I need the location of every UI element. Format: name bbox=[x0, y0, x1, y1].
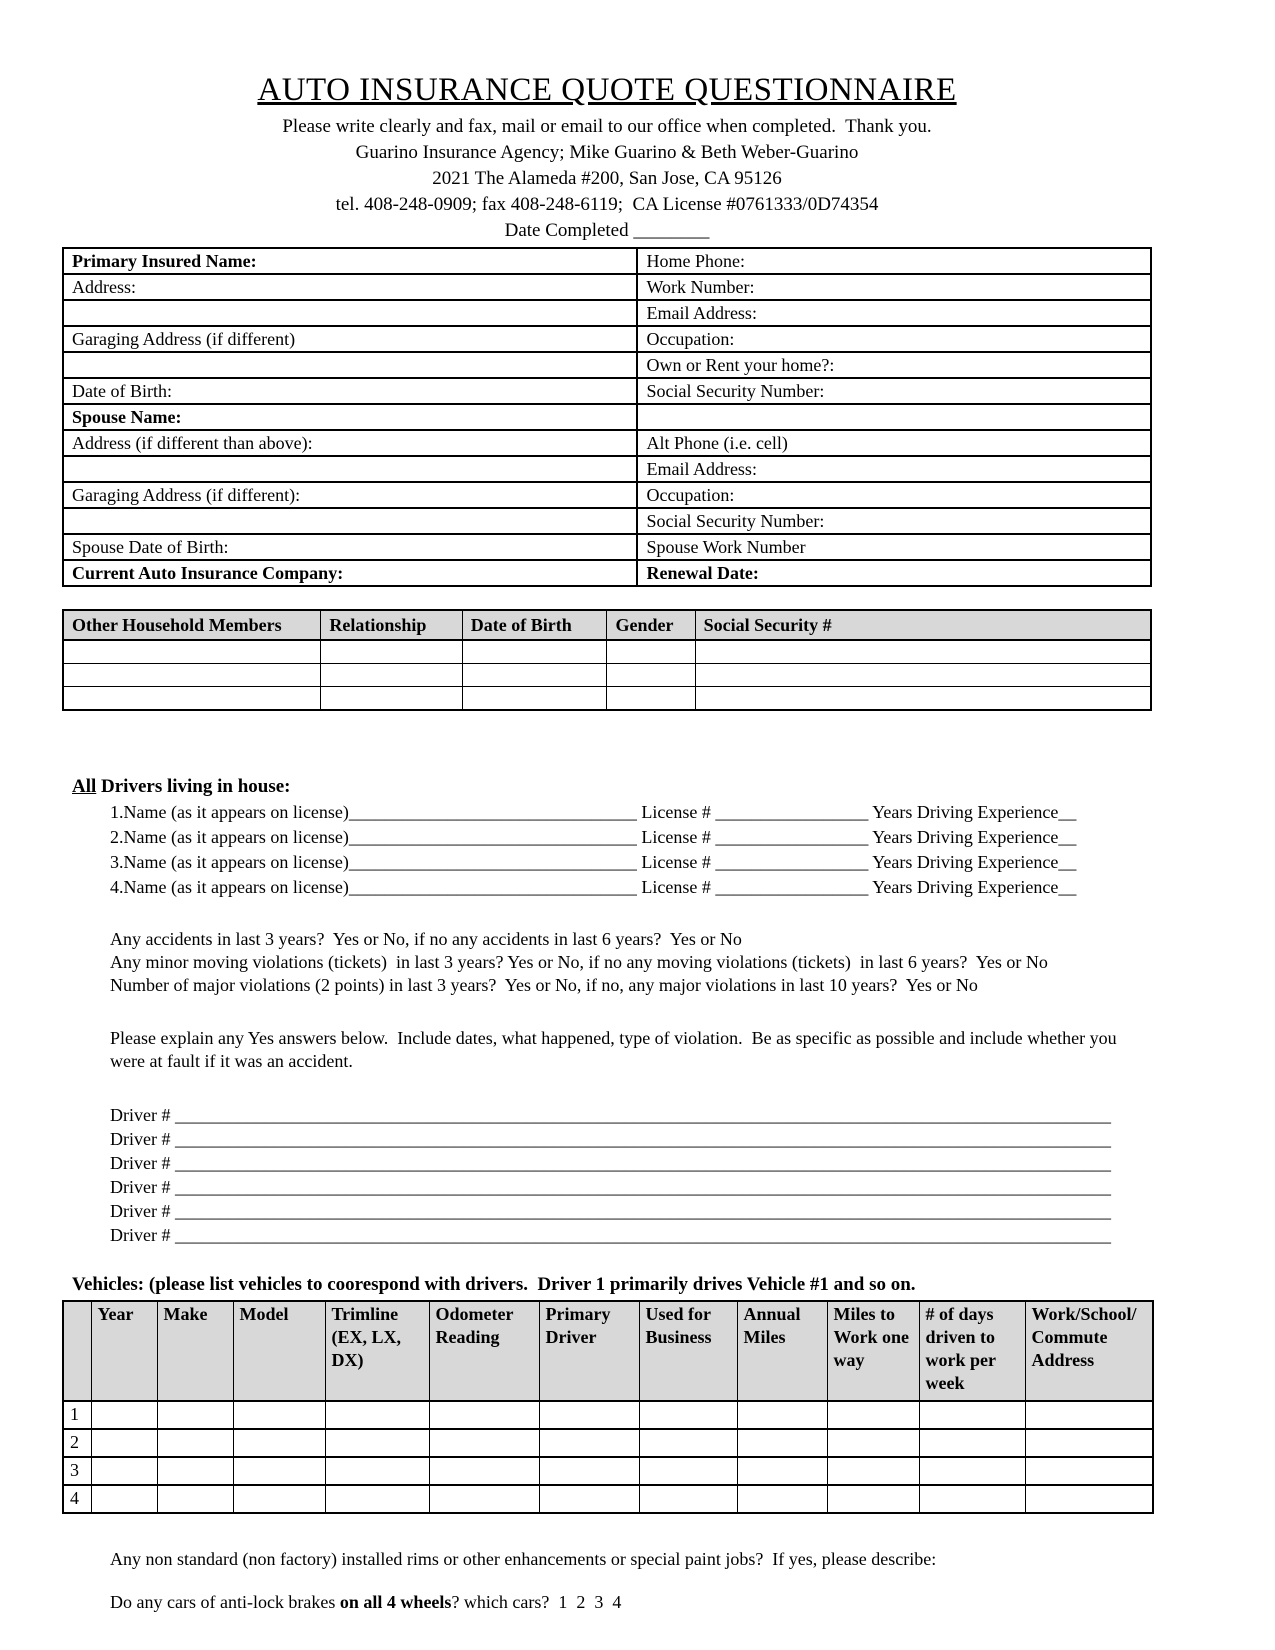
field-label: Occupation: bbox=[646, 485, 735, 506]
garaging-address-continued-field[interactable] bbox=[63, 352, 637, 378]
vehicle-row-number: 3 bbox=[63, 1457, 91, 1485]
garaging-address-field[interactable] bbox=[63, 326, 637, 352]
driver-name-line-3 bbox=[110, 850, 1152, 875]
driver-explanation-line bbox=[110, 1151, 1152, 1175]
email-address-field[interactable] bbox=[637, 300, 1151, 326]
column-header-label: Work/School/ Commute Address bbox=[1031, 1304, 1142, 1371]
vehicle-cell[interactable] bbox=[539, 1429, 639, 1457]
vehicle-cell[interactable] bbox=[639, 1429, 737, 1457]
vehicle-cell[interactable] bbox=[91, 1429, 157, 1457]
vehicle-row bbox=[63, 1429, 1153, 1457]
driver-number: 2. bbox=[110, 827, 124, 848]
license-blank[interactable]: _________________ bbox=[715, 877, 869, 898]
ssn-field[interactable] bbox=[637, 378, 1151, 404]
license-blank[interactable]: _________________ bbox=[715, 802, 869, 823]
column-header-label: Model bbox=[239, 1304, 289, 1325]
column-header-model bbox=[233, 1301, 325, 1401]
dob-cell[interactable] bbox=[462, 640, 607, 664]
vehicle-cell[interactable] bbox=[233, 1457, 325, 1485]
renewal-date-field[interactable] bbox=[637, 560, 1151, 586]
vehicle-cell[interactable] bbox=[919, 1485, 1025, 1513]
column-header-label: Trimline (EX, LX, DX) bbox=[331, 1304, 406, 1371]
vehicle-cell[interactable] bbox=[91, 1401, 157, 1429]
name-label: Name (as it appears on license) bbox=[123, 877, 349, 898]
column-header-commute-address bbox=[1025, 1301, 1153, 1401]
column-header-make bbox=[157, 1301, 233, 1401]
vehicle-cell[interactable] bbox=[1025, 1429, 1153, 1457]
column-header-miles-to-work bbox=[827, 1301, 919, 1401]
household-empty-row bbox=[63, 687, 1151, 711]
dob-cell[interactable] bbox=[462, 687, 607, 711]
ssn-cell[interactable] bbox=[695, 640, 1151, 664]
vehicle-cell[interactable] bbox=[1025, 1401, 1153, 1429]
date-completed-line bbox=[62, 218, 1152, 244]
table-row bbox=[63, 534, 1151, 560]
agency-name: Guarino Insurance Agency; Mike Guarino & Beth Weber-Guarino bbox=[355, 142, 859, 164]
license-label: License # bbox=[636, 802, 716, 823]
driver-explanation-line bbox=[110, 1175, 1152, 1199]
field-label: Spouse Date of Birth: bbox=[72, 537, 229, 558]
driver-name-line-2 bbox=[110, 825, 1152, 850]
vehicle-cell[interactable] bbox=[233, 1401, 325, 1429]
column-header-label: Primary Driver bbox=[545, 1304, 615, 1348]
vehicle-cell[interactable] bbox=[539, 1457, 639, 1485]
driver-number: 1. bbox=[110, 802, 124, 823]
explain-instructions: Please explain any Yes answers below. Include dates, what happened, type of violation. Be as specific as possible and include whether you were at fault if it was an accident. bbox=[110, 1028, 1122, 1072]
spouse-ssn-field[interactable] bbox=[637, 508, 1151, 534]
relationship-cell[interactable] bbox=[321, 687, 462, 711]
vehicle-cell[interactable] bbox=[325, 1401, 429, 1429]
alt-phone-field[interactable] bbox=[637, 430, 1151, 456]
column-header-label: Social Security # bbox=[703, 614, 832, 635]
column-header-label: Make bbox=[163, 1304, 208, 1325]
agency-address: 2021 The Alameda #200, San Jose, CA 95126 bbox=[432, 168, 782, 190]
column-header-days-driven bbox=[919, 1301, 1025, 1401]
own-or-rent-field[interactable] bbox=[637, 352, 1151, 378]
name-blank[interactable]: ________________________________ bbox=[348, 802, 637, 823]
vehicle-cell[interactable] bbox=[1025, 1457, 1153, 1485]
major-violations-question: Number of major violations (2 points) in last 3 years? Yes or No, if no, any major violations in last 10 years? Yes or No bbox=[110, 975, 978, 996]
license-label: License # bbox=[636, 852, 716, 873]
occupation-field[interactable] bbox=[637, 326, 1151, 352]
field-label: Garaging Address (if different) bbox=[72, 329, 296, 350]
spouse-address-continued-field[interactable] bbox=[63, 456, 637, 482]
vehicle-cell[interactable] bbox=[639, 1457, 737, 1485]
vehicle-cell[interactable] bbox=[737, 1429, 827, 1457]
name-blank[interactable]: ________________________________ bbox=[348, 877, 637, 898]
violations-questions bbox=[110, 928, 1152, 997]
table-row bbox=[63, 300, 1151, 326]
column-header-year bbox=[91, 1301, 157, 1401]
household-header-row bbox=[63, 610, 1151, 640]
vehicle-cell[interactable] bbox=[233, 1429, 325, 1457]
table-row bbox=[63, 274, 1151, 300]
driver-name-line-4 bbox=[110, 875, 1152, 900]
vehicle-row-number: 2 bbox=[63, 1429, 91, 1457]
vehicle-cell[interactable] bbox=[91, 1485, 157, 1513]
explanation-blank[interactable]: ________________________________________________________________________________________________________ bbox=[174, 1177, 1111, 1198]
spouse-name-value-field[interactable] bbox=[637, 404, 1151, 430]
gender-cell[interactable] bbox=[607, 664, 695, 687]
vehicle-cell[interactable] bbox=[919, 1429, 1025, 1457]
spouse-name-field[interactable] bbox=[63, 404, 637, 430]
driver-explanation-line bbox=[110, 1127, 1152, 1151]
vehicle-cell[interactable] bbox=[919, 1457, 1025, 1485]
table-row bbox=[63, 352, 1151, 378]
gender-cell[interactable] bbox=[607, 640, 695, 664]
field-label: Occupation: bbox=[646, 329, 735, 350]
explanation-blank[interactable]: ________________________________________________________________________________________________________ bbox=[174, 1201, 1111, 1222]
field-label: Renewal Date: bbox=[646, 563, 759, 584]
license-blank[interactable]: _________________ bbox=[715, 827, 869, 848]
field-label: Own or Rent your home?: bbox=[646, 355, 835, 376]
explanation-blank[interactable]: ________________________________________________________________________________________________________ bbox=[174, 1153, 1111, 1174]
name-label: Name (as it appears on license) bbox=[123, 852, 349, 873]
date-completed-label: Date Completed bbox=[504, 220, 629, 242]
vehicle-cell[interactable] bbox=[827, 1401, 919, 1429]
spouse-garaging-address-field[interactable] bbox=[63, 482, 637, 508]
heading-all-word: All bbox=[72, 776, 97, 798]
experience-blank[interactable]: __ bbox=[1058, 802, 1077, 823]
vehicle-cell[interactable] bbox=[325, 1457, 429, 1485]
header-instructions: Please write clearly and fax, mail or email to our office when completed. Thank you. bbox=[282, 116, 932, 138]
explanation-blank[interactable]: ________________________________________________________________________________________________________ bbox=[174, 1129, 1111, 1150]
gender-cell[interactable] bbox=[607, 687, 695, 711]
driver-number-label: Driver # bbox=[110, 1129, 175, 1150]
field-label: Address (if different than above): bbox=[72, 433, 313, 454]
vehicle-row-number: 4 bbox=[63, 1485, 91, 1513]
vehicle-cell[interactable] bbox=[737, 1485, 827, 1513]
relationship-cell[interactable] bbox=[321, 640, 462, 664]
spouse-address-field[interactable] bbox=[63, 430, 637, 456]
column-header-primary-driver bbox=[539, 1301, 639, 1401]
driver-explanation-lines bbox=[110, 1103, 1152, 1247]
column-header-label: Annual Miles bbox=[743, 1304, 806, 1348]
driver-explanation-line bbox=[110, 1199, 1152, 1223]
column-header-label: Other Household Members bbox=[72, 614, 282, 635]
ssn-cell[interactable] bbox=[695, 687, 1151, 711]
primary-insured-name-field[interactable] bbox=[63, 248, 637, 274]
column-header-trimline bbox=[325, 1301, 429, 1401]
vehicle-cell[interactable] bbox=[325, 1485, 429, 1513]
name-blank[interactable]: ________________________________ bbox=[348, 852, 637, 873]
household-empty-row bbox=[63, 664, 1151, 687]
agency-phone-license: tel. 408-248-0909; fax 408-248-6119; CA License #0761333/0D74354 bbox=[335, 194, 879, 216]
vehicle-cell[interactable] bbox=[429, 1485, 539, 1513]
vehicles-header-row bbox=[63, 1301, 1153, 1401]
driver-number-label: Driver # bbox=[110, 1105, 175, 1126]
driver-number-label: Driver # bbox=[110, 1153, 175, 1174]
vehicle-cell[interactable] bbox=[737, 1401, 827, 1429]
column-header-members bbox=[63, 610, 321, 640]
field-label: Social Security Number: bbox=[646, 511, 825, 532]
column-header-ssn bbox=[695, 610, 1151, 640]
column-header-relationship bbox=[321, 610, 462, 640]
spouse-garaging-continued-field[interactable] bbox=[63, 508, 637, 534]
field-label: Work Number: bbox=[646, 277, 755, 298]
vehicle-cell[interactable] bbox=[827, 1485, 919, 1513]
experience-blank[interactable]: __ bbox=[1058, 877, 1077, 898]
vehicle-cell[interactable] bbox=[429, 1429, 539, 1457]
vehicle-cell[interactable] bbox=[919, 1401, 1025, 1429]
household-members-table bbox=[62, 609, 1152, 711]
member-name-cell[interactable] bbox=[63, 640, 321, 664]
explanation-blank[interactable]: ________________________________________________________________________________________________________ bbox=[174, 1105, 1111, 1126]
table-row bbox=[63, 326, 1151, 352]
vehicle-cell[interactable] bbox=[429, 1457, 539, 1485]
driver-number-label: Driver # bbox=[110, 1177, 175, 1198]
vehicles-section-heading: Vehicles: (please list vehicles to coorespond with drivers. Driver 1 primarily drives Vehicle #1 and so on. bbox=[72, 1274, 916, 1296]
driver-number-label: Driver # bbox=[110, 1225, 175, 1246]
license-blank[interactable]: _________________ bbox=[715, 852, 869, 873]
field-label: Spouse Work Number bbox=[646, 537, 806, 558]
date-completed-blank[interactable]: ________ bbox=[633, 220, 710, 242]
address-continued-field[interactable] bbox=[63, 300, 637, 326]
vehicle-cell[interactable] bbox=[827, 1457, 919, 1485]
experience-label: Years Driving Experience bbox=[868, 827, 1059, 848]
field-label: Home Phone: bbox=[646, 251, 745, 272]
field-label: Spouse Name: bbox=[72, 407, 182, 428]
name-blank[interactable]: ________________________________ bbox=[348, 827, 637, 848]
table-row bbox=[63, 508, 1151, 534]
experience-label: Years Driving Experience bbox=[868, 877, 1059, 898]
drivers-section-heading bbox=[72, 775, 1152, 798]
driver-number-label: Driver # bbox=[110, 1201, 175, 1222]
vehicle-cell[interactable] bbox=[639, 1401, 737, 1429]
abs-question-bold: on all 4 wheels bbox=[339, 1592, 452, 1613]
column-header-label: Year bbox=[97, 1304, 134, 1325]
table-row bbox=[63, 560, 1151, 586]
vehicle-cell[interactable] bbox=[429, 1401, 539, 1429]
column-header-label: Miles to Work one way bbox=[833, 1304, 914, 1371]
dob-cell[interactable] bbox=[462, 664, 607, 687]
field-label: Garaging Address (if different): bbox=[72, 485, 301, 506]
vehicle-cell[interactable] bbox=[539, 1485, 639, 1513]
experience-blank[interactable]: __ bbox=[1058, 827, 1077, 848]
column-header-business bbox=[639, 1301, 737, 1401]
member-name-cell[interactable] bbox=[63, 664, 321, 687]
explanation-blank[interactable]: ________________________________________________________________________________________________________ bbox=[174, 1225, 1111, 1246]
accidents-question: Any accidents in last 3 years? Yes or No, if no any accidents in last 6 years? Yes or No bbox=[110, 929, 742, 950]
table-row bbox=[63, 456, 1151, 482]
vehicle-cell[interactable] bbox=[91, 1457, 157, 1485]
field-label: Email Address: bbox=[646, 459, 757, 480]
column-header-gender bbox=[607, 610, 695, 640]
driver-explanation-line bbox=[110, 1103, 1152, 1127]
spouse-work-number-field[interactable] bbox=[637, 534, 1151, 560]
field-label: Alt Phone (i.e. cell) bbox=[646, 433, 788, 454]
driver-number: 3. bbox=[110, 852, 124, 873]
relationship-cell[interactable] bbox=[321, 664, 462, 687]
page-title: AUTO INSURANCE QUOTE QUESTIONNAIRE bbox=[257, 72, 957, 108]
experience-label: Years Driving Experience bbox=[868, 802, 1059, 823]
ssn-cell[interactable] bbox=[695, 664, 1151, 687]
column-header-dob bbox=[462, 610, 607, 640]
vehicle-cell[interactable] bbox=[639, 1485, 737, 1513]
table-row bbox=[63, 378, 1151, 404]
vehicle-row bbox=[63, 1401, 1153, 1429]
table-row bbox=[63, 248, 1151, 274]
spouse-dob-field[interactable] bbox=[63, 534, 637, 560]
experience-blank[interactable]: __ bbox=[1058, 852, 1077, 873]
license-label: License # bbox=[636, 877, 716, 898]
field-label: Address: bbox=[72, 277, 136, 298]
heading-rest: Drivers living in house: bbox=[96, 776, 291, 798]
vehicle-cell[interactable] bbox=[157, 1401, 233, 1429]
vehicle-row bbox=[63, 1485, 1153, 1513]
name-label: Name (as it appears on license) bbox=[123, 827, 349, 848]
column-header-label: Gender bbox=[615, 614, 674, 635]
name-label: Name (as it appears on license) bbox=[123, 802, 349, 823]
table-row bbox=[63, 404, 1151, 430]
driver-name-line-1 bbox=[110, 800, 1152, 825]
field-label: Date of Birth: bbox=[72, 381, 172, 402]
table-row bbox=[63, 430, 1151, 456]
column-header-label: # of days driven to work per week bbox=[925, 1304, 1001, 1394]
field-label: Primary Insured Name: bbox=[72, 251, 257, 272]
household-empty-row bbox=[63, 640, 1151, 664]
column-header-label: Relationship bbox=[329, 614, 427, 635]
address-field[interactable] bbox=[63, 274, 637, 300]
column-header-rownum bbox=[63, 1301, 91, 1401]
driver-explanation-line bbox=[110, 1223, 1152, 1247]
vehicles-table bbox=[62, 1300, 1154, 1514]
vehicle-row bbox=[63, 1457, 1153, 1485]
column-header-annual-miles bbox=[737, 1301, 827, 1401]
abs-question-post: ? which cars? 1 2 3 4 bbox=[451, 1592, 622, 1613]
member-name-cell[interactable] bbox=[63, 687, 321, 711]
column-header-label: Odometer Reading bbox=[435, 1304, 518, 1348]
vehicle-cell[interactable] bbox=[827, 1429, 919, 1457]
spouse-email-field[interactable] bbox=[637, 456, 1151, 482]
date-of-birth-field[interactable] bbox=[63, 378, 637, 404]
work-number-field[interactable] bbox=[637, 274, 1151, 300]
minor-violations-question: Any minor moving violations (tickets) in last 3 years? Yes or No, if no any moving violations (tickets) in last 6 years? Yes or No bbox=[110, 952, 1048, 973]
vehicle-cell[interactable] bbox=[539, 1401, 639, 1429]
column-header-label: Used for Business bbox=[645, 1304, 716, 1348]
field-label: Email Address: bbox=[646, 303, 757, 324]
antilock-brakes-question bbox=[110, 1591, 1152, 1614]
field-label: Current Auto Insurance Company: bbox=[72, 563, 344, 584]
insured-info-table bbox=[62, 247, 1152, 587]
table-row bbox=[63, 482, 1151, 508]
spouse-occupation-field[interactable] bbox=[637, 482, 1151, 508]
rims-question: Any non standard (non factory) installed rims or other enhancements or special paint jobs? If yes, please describe: bbox=[110, 1549, 937, 1570]
vehicle-cell[interactable] bbox=[233, 1485, 325, 1513]
current-insurance-company-field[interactable] bbox=[63, 560, 637, 586]
license-label: License # bbox=[636, 827, 716, 848]
experience-label: Years Driving Experience bbox=[868, 852, 1059, 873]
form-header bbox=[62, 72, 1152, 244]
vehicle-cell[interactable] bbox=[157, 1485, 233, 1513]
abs-question-pre: Do any cars of anti-lock brakes bbox=[110, 1592, 340, 1613]
column-header-label: Date of Birth bbox=[470, 614, 572, 635]
home-phone-field[interactable] bbox=[637, 248, 1151, 274]
field-label: Social Security Number: bbox=[646, 381, 825, 402]
vehicle-cell[interactable] bbox=[1025, 1485, 1153, 1513]
vehicle-cell[interactable] bbox=[157, 1457, 233, 1485]
column-header-odometer bbox=[429, 1301, 539, 1401]
vehicle-cell[interactable] bbox=[157, 1429, 233, 1457]
driver-number: 4. bbox=[110, 877, 124, 898]
vehicle-cell[interactable] bbox=[737, 1457, 827, 1485]
vehicle-row-number: 1 bbox=[63, 1401, 91, 1429]
vehicle-cell[interactable] bbox=[325, 1429, 429, 1457]
